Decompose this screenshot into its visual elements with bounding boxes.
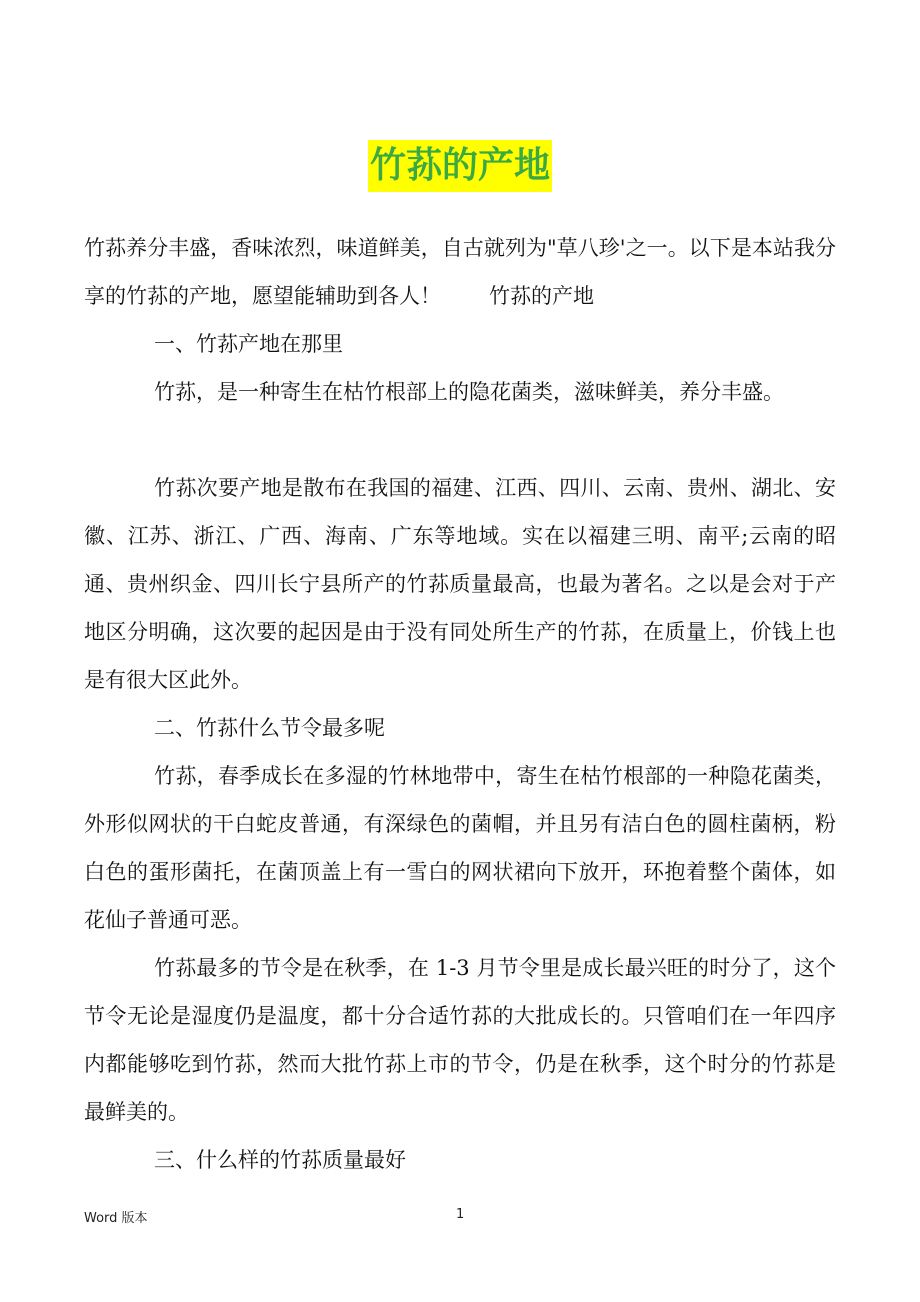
section-2-heading: 二、竹荪什么节令最多呢 (154, 716, 385, 740)
section-2-paragraph-1: 竹荪，春季成长在多湿的竹林地带中，寄生在枯竹根部的一种隐花菌类，外形似网状的干白蛇皮普通，有深绿色的菌帽，并且另有洁白色的圆柱菌柄，粉白色的蛋形菌托，在菌顶盖上有一雪白的网状裙向下放开，环抱着整个菌体，如花仙子普通可恶。 (84, 764, 836, 932)
section-2-paragraph-2: 竹荪最多的节令是在秋季，在 1-3 月节令里是成长最兴旺的时分了，这个节令无论是湿度仍是温度，都十分合适竹荪的大批成长的。只管咱们在一年四序内都能够吃到竹荪，然而大批竹荪上市的节令，仍是在秋季，这个时分的竹荪是最鲜美的。 (84, 956, 836, 1124)
document-title: 竹荪的产地 (368, 140, 552, 192)
title-area (0, 140, 920, 192)
blank-line (84, 416, 836, 464)
document-body (84, 224, 836, 1184)
intro-text: 竹荪养分丰盛，香味浓烈，味道鲜美，自古就列为"草八珍'之一。以下是本站我分享的竹荪的产地，愿望能辅助到各人！ (84, 236, 836, 308)
intro-tail-heading: 竹荪的产地 (489, 284, 594, 308)
section-1-paragraph-2: 竹荪次要产地是散布在我国的福建、江西、四川、云南、贵州、湖北、安徽、江苏、浙江、广西、海南、广东等地域。实在以福建三明、南平;云南的昭通、贵州织金、四川长宁县所产的竹荪质量最高，也最为著名。之以是会对于产地区分明确，这次要的起因是由于没有同处所生产的竹荪，在质量上，价钱上也是有很大区此外。 (84, 476, 836, 692)
section-1-heading: 一、竹荪产地在那里 (154, 332, 343, 356)
intro-paragraph (84, 224, 836, 320)
section-3-heading: 三、什么样的竹荪质量最好 (154, 1148, 406, 1172)
section-1-paragraph-1: 竹荪，是一种寄生在枯竹根部上的隐花菌类，滋味鲜美，养分丰盛。 (154, 380, 784, 404)
footer-label: Word 版本 (84, 1211, 148, 1226)
page-number: 1 (456, 1207, 465, 1222)
